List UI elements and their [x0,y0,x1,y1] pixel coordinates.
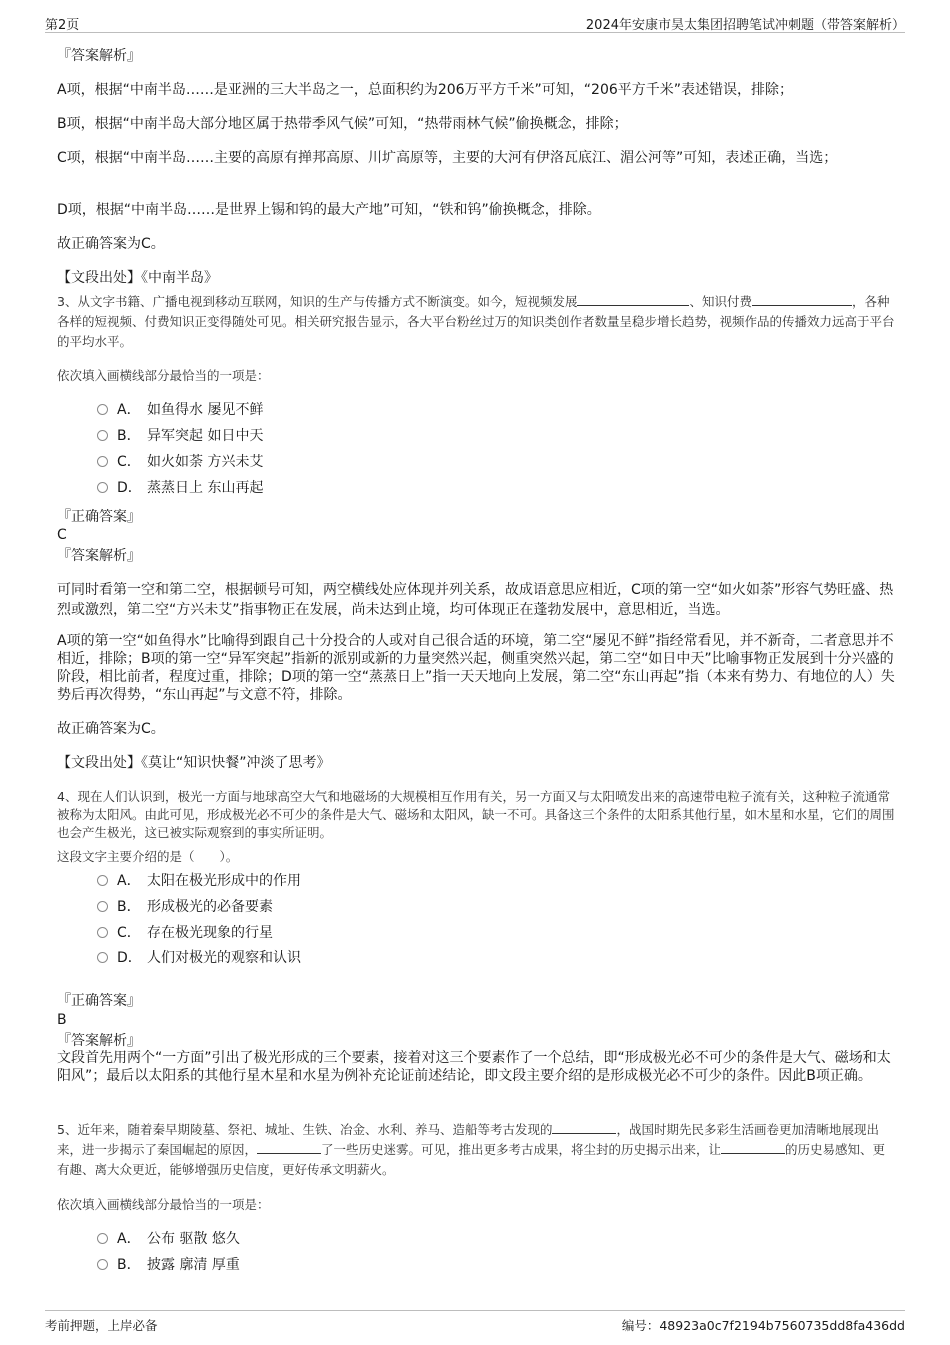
q4-option-a[interactable]: A． 太阳在极光形成中的作用 [97,871,301,891]
q3-option-a[interactable]: A． 如鱼得水 屡见不鲜 [97,400,263,420]
q4-stem: 4、现在人们认识到，极光一方面与地球高空大气和地磁场的大规模相互作用有关，另一方面又与太阳喷发出来的高速带电粒子流有关，这种粒子流通常被称为太阳风。由此可见，形成极光必不可少的条件是大气、磁场和太阳风，缺一不可。具备这三个条件的太阳系其他行星，如木星和水星，它们的周围也会产生极光，这已被实际观察到的事实所证明。 [57,789,895,840]
q3-analysis-p2: A项的第一空“如鱼得水”比喻得到跟自己十分投合的人或对自己很合适的环境，第二空“屡见不鲜”指经常看见，并不新奇，二者意思并不相近，排除；B项的第一空“异军突起”指新的派别或新的力量突然兴起，侧重突然兴起，第二空“如日中天”比喻事物正发展到十分兴盛的阶段，相比前者，程度过重，排除；D项的第一空“蒸蒸日上”指一天天地向上发展，第二空“东山再起”指（本来有势力、有地位的人）失势后再次得势，“东山再起”与文意不符，排除。 [57,633,895,703]
q4-analysis-label: 『答案解析』 [57,1033,141,1049]
q2-source: 【文段出处】《中南半岛》 [57,270,218,286]
document-title: 2024年安康市昊太集团招聘笔试冲刺题（带答案解析） [585,18,905,33]
radio-icon[interactable] [97,1233,108,1244]
page-number: 第2页 [45,18,80,33]
q5-prompt: 依次填入画横线部分最恰当的一项是： [57,1197,270,1212]
q2-conclusion: 故正确答案为C。 [57,236,165,252]
q4-option-b[interactable]: B． 形成极光的必备要素 [97,897,273,917]
q3-stem: 3、从文字书籍、广播电视到移动互联网，知识的生产与传播方式不断演变。如今，短视频发展 、知识付费 ，各种各样的短视频、付费知识正变得随处可见。相关研究报告显示，各大平台粉丝过万的知识类创作者数量呈稳步增长趋势，视频作品的传播效力远高于平台的平均水平。 [57,294,895,349]
q3-answer: C [57,527,67,543]
radio-icon[interactable] [97,456,108,467]
q4-prompt: 这段文字主要介绍的是（ ）。 [57,849,239,864]
blank-1 [552,1121,616,1134]
blank-1 [577,293,689,306]
blank-2 [257,1141,321,1154]
radio-icon[interactable] [97,875,108,886]
radio-icon[interactable] [97,482,108,493]
footer-slogan: 考前押题，上岸必备 [45,1318,158,1333]
q2-analysis-d: D项，根据“中南半岛……是世界上锡和钨的最大产地”可知，“铁和钨”偷换概念，排除。 [57,202,601,218]
q4-option-d[interactable]: D． 人们对极光的观察和认识 [97,948,301,968]
radio-icon[interactable] [97,927,108,938]
radio-icon[interactable] [97,404,108,415]
q5-stem: 5、近年来，随着秦早期陵墓、祭祀、城址、生铁、冶金、水利、养马、造船等考古发现的 ，战国时期先民多彩生活画卷更加清晰地展现出来，进一步揭示了秦国崛起的原因， 了一些历史迷雾。可见，推出更多考古成果，将尘封的历史揭示出来，让 的历史易感知、更有趣、离大众更近，能够增强历史信度，更好传承文明薪火。 [57,1122,886,1177]
q3-conclusion: 故正确答案为C。 [57,721,165,737]
q3-option-c[interactable]: C． 如火如荼 方兴未艾 [97,452,263,472]
radio-icon[interactable] [97,952,108,963]
q3-prompt: 依次填入画横线部分最恰当的一项是： [57,368,270,383]
blank-3 [721,1141,785,1154]
page-footer [45,1310,905,1335]
q3-option-d[interactable]: D． 蒸蒸日上 东山再起 [97,478,263,498]
q4-answer: B [57,1012,67,1028]
page-header [45,10,905,33]
q2-analysis-a: A项，根据“中南半岛……是亚洲的三大半岛之一，总面积约为206万平方千米”可知，“206平方千米”表述错误，排除； [57,82,794,98]
q2-analysis-b: B项，根据“中南半岛大部分地区属于热带季风气候”可知，“热带雨林气候”偷换概念，排除； [57,116,628,132]
radio-icon[interactable] [97,430,108,441]
document-id: 编号：48923a0c7f2194b7560735dd8fa436dd [621,1318,905,1333]
q4-answer-label: 『正确答案』 [57,993,141,1009]
q5-option-a[interactable]: A． 公布 驱散 悠久 [97,1229,240,1249]
q2-analysis-label: 『答案解析』 [57,48,141,64]
blank-2 [752,293,852,306]
q4-option-c[interactable]: C． 存在极光现象的行星 [97,923,273,943]
q4-analysis: 文段首先用两个“一方面”引出了极光形成的三个要素，接着对这三个要素作了一个总结，即“形成极光必不可少的条件是大气、磁场和太阳风”；最后以太阳系的其他行星木星和水星为例补充论证前述结论，即文段主要介绍的是形成极光必不可少的条件。因此B项正确。 [57,1050,891,1084]
q3-answer-label: 『正确答案』 [57,509,141,525]
q3-analysis-p1: 可同时看第一空和第二空，根据顿号可知，两空横线处应体现并列关系，故成语意思应相近，C项的第一空“如火如荼”形容气势旺盛、热烈或激烈，第二空“方兴未艾”指事物正在发展，尚未达到止境，均可体现正在蓬勃发展中，意思相近，当选。 [57,582,894,618]
q3-analysis-label: 『答案解析』 [57,548,141,564]
radio-icon[interactable] [97,1259,108,1270]
q5-option-b[interactable]: B． 披露 廓清 厚重 [97,1255,240,1275]
q2-analysis-c: C项，根据“中南半岛……主要的高原有掸邦高原、川圹高原等，主要的大河有伊洛瓦底江、湄公河等”可知，表述正确，当选； [57,150,838,166]
radio-icon[interactable] [97,901,108,912]
q3-source: 【文段出处】《莫让“知识快餐”冲淡了思考》 [57,755,331,771]
q3-option-b[interactable]: B． 异军突起 如日中天 [97,426,263,446]
